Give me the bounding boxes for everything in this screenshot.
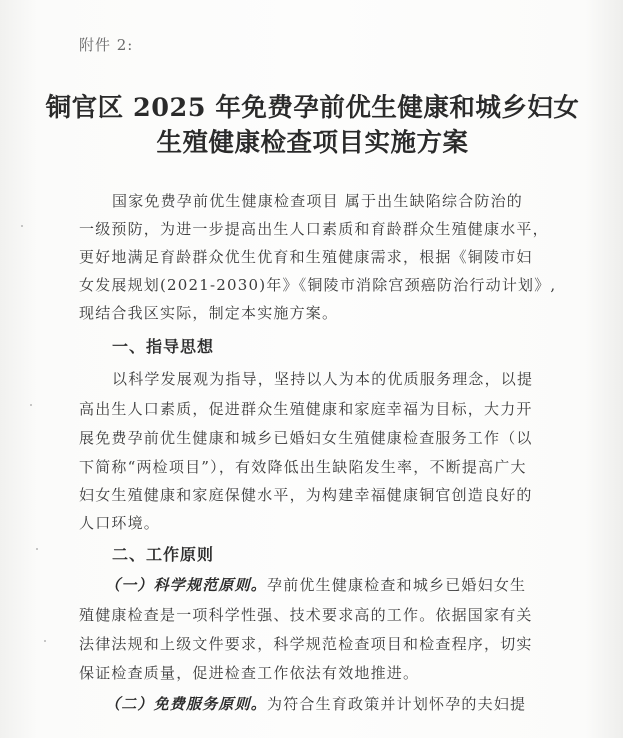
section-1-heading: 一、指导思想: [112, 337, 215, 356]
section-1-line-3: 展免费孕前优生健康和城乡已婚妇女生殖健康检查服务工作（以: [79, 429, 533, 447]
intro-line-1: 国家免费孕前优生健康检查项目 属于出生缺陷综合防治的: [112, 192, 523, 210]
section-1-line-1: 以科学发展观为指导，坚持以人为本的优质服务理念，以提: [112, 370, 534, 388]
scan-speck: [30, 404, 32, 406]
principle-1-line-1-text: 孕前优生健康检查和城乡已婚妇女生: [267, 576, 527, 594]
intro-line-4: 女发展规划(2021-2030)年》《铜陵市消除宫颈癌防治行动计划》,: [79, 276, 557, 294]
scan-speck: [21, 225, 23, 227]
section-1-line-5: 妇女生殖健康和家庭保健水平，为构建幸福健康铜官创造良好的: [79, 486, 533, 504]
intro-line-5: 现结合我区实际，制定本实施方案。: [79, 304, 339, 322]
principle-2-lead: （二）免费服务原则。: [105, 695, 268, 713]
section-2-heading: 二、工作原则: [112, 545, 215, 564]
intro-line-2: 一级预防，为进一步提高出生人口素质和育龄群众生殖健康水平，: [79, 220, 549, 238]
scan-speck: [44, 640, 46, 642]
principle-1-line-3: 法律法规和上级文件要求，科学规范检查项目和检查程序，切实: [79, 635, 533, 653]
section-1-line-6: 人口环境。: [79, 514, 161, 532]
principle-2-line-1-text: 为符合生育政策并计划怀孕的夫妇提: [267, 695, 527, 713]
principle-1-lead: （一）科学规范原则。: [105, 576, 268, 594]
attachment-label: 附件 2:: [79, 36, 134, 54]
intro-line-3: 更好地满足育龄群众优生优育和生殖健康需求，根据《铜陵市妇: [79, 248, 533, 266]
document-title-line-1: 铜官区 2025 年免费孕前优生健康和城乡妇女: [45, 93, 580, 123]
principle-1-line-1: [105, 574, 526, 595]
scan-speck: [36, 548, 38, 550]
section-1-line-4: 下简称“两检项目”），有效降低出生缺陷发生率，不断提高广大: [79, 458, 527, 476]
principle-1-line-4: 保证检查质量，促进检查工作依法有效地推进。: [79, 664, 420, 682]
document-title-line-2: 生殖健康检查项目实施方案: [156, 128, 469, 158]
section-1-line-2: 高出生人口素质，促进群众生殖健康和家庭幸福为目标，大力开: [79, 400, 533, 418]
principle-1-line-2: 殖健康检查是一项科学性强、技术要求高的工作。依据国家有关: [79, 606, 533, 624]
principle-2-line-1: [105, 693, 526, 714]
